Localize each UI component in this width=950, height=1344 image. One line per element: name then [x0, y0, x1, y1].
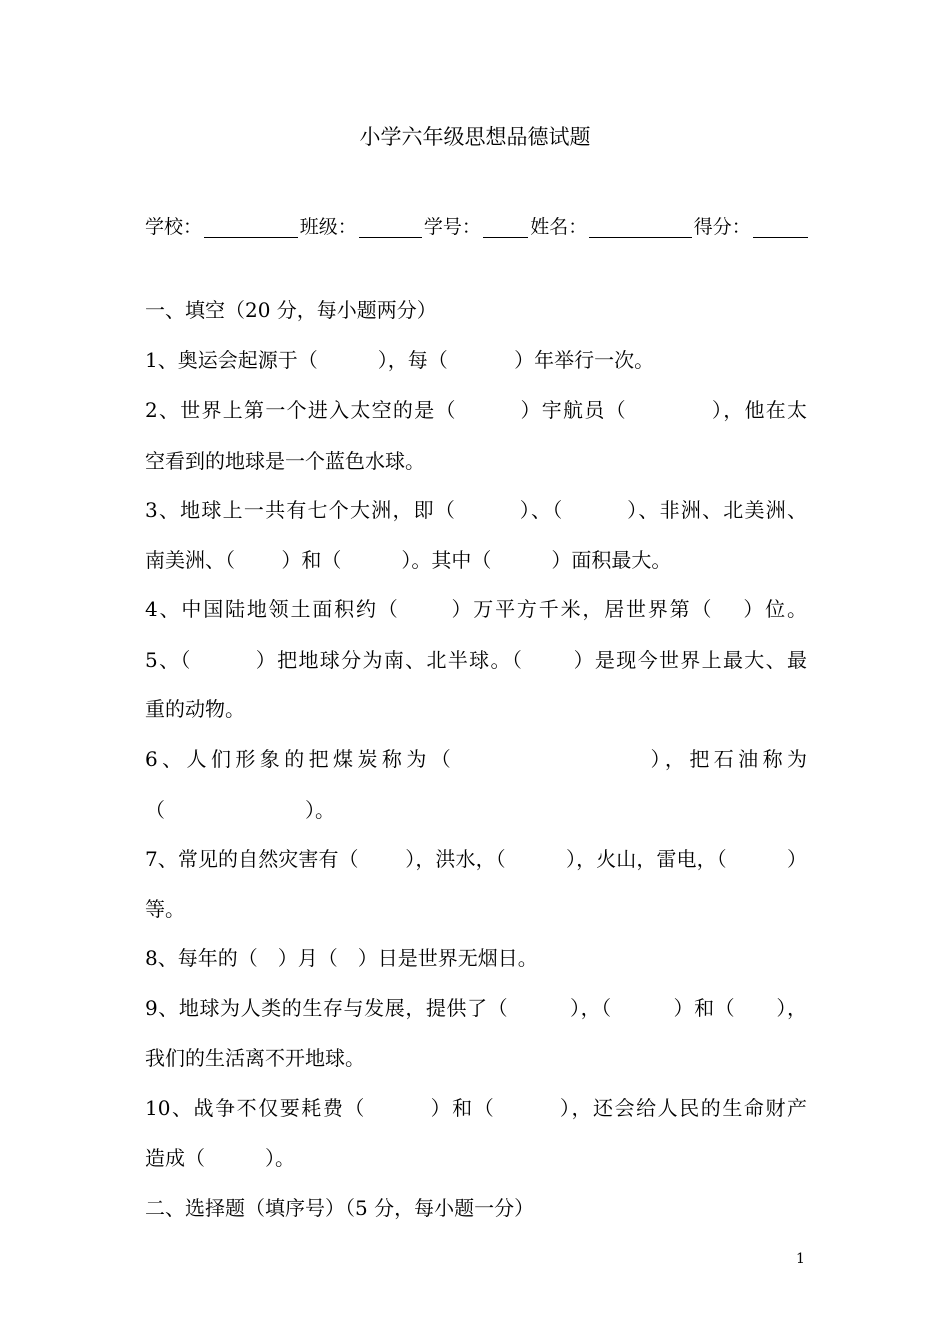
school-blank[interactable]	[204, 215, 298, 238]
name-blank[interactable]	[589, 215, 692, 238]
name-label: 姓名：	[530, 216, 588, 238]
section-2-heading: 二、选择题（填序号）（5 分，每小题一分）	[145, 1196, 535, 1220]
student-info-row	[145, 212, 810, 242]
question-7-line-2: 等。	[145, 897, 185, 921]
question-4: 4、中国陆地领土面积约（ ）万平方千米，居世界第（ ）位。	[145, 597, 807, 621]
question-9-line-2: 我们的生活离不开地球。	[145, 1046, 365, 1070]
question-7-line-1: 7、常见的自然灾害有（ ），洪水，（ ），火山，雷电，（ ）	[145, 847, 807, 871]
question-10-line-2: 造成（ ）。	[145, 1146, 295, 1170]
question-9-line-1: 9、地球为人类的生存与发展，提供了（ ），（ ）和（ ），	[145, 996, 807, 1020]
student-number-blank[interactable]	[483, 215, 528, 238]
exam-title: 小学六年级思想品德试题	[359, 125, 591, 149]
class-blank[interactable]	[359, 215, 422, 238]
score-blank[interactable]	[753, 215, 808, 238]
school-label: 学校：	[145, 216, 203, 238]
question-8: 8、每年的（ ）月（ ）日是世界无烟日。	[145, 946, 538, 970]
question-2-line-1: 2、世界上第一个进入太空的是（ ）宇航员（ ），他在太	[145, 398, 807, 422]
page-number: 1	[796, 1251, 805, 1267]
question-1: 1、奥运会起源于（ ），每（ ）年举行一次。	[145, 348, 655, 372]
question-5-line-2: 重的动物。	[145, 697, 245, 721]
question-5-line-1: 5、（ ）把地球分为南、北半球。（ ）是现今世界上最大、最	[145, 648, 807, 672]
question-6-line-1: 6、人们形象的把煤炭称为（ ），把石油称为	[145, 747, 807, 771]
class-label: 班级：	[299, 216, 357, 238]
question-3-line-2: 南美洲、（ ）和（ ）。其中（ ）面积最大。	[145, 548, 672, 572]
question-6-line-2: （ ）。	[145, 798, 335, 822]
question-3-line-1: 3、地球上一共有七个大洲，即（ ）、（ ）、非洲、北美洲、	[145, 498, 807, 522]
score-label: 得分：	[693, 216, 751, 238]
question-2-line-2: 空看到的地球是一个蓝色水球。	[145, 449, 425, 473]
section-1-heading: 一、填空（20 分，每小题两分）	[145, 298, 437, 322]
student-number-label: 学号：	[423, 216, 481, 238]
question-10-line-1: 10、战争不仅要耗费（ ）和（ ），还会给人民的生命财产	[145, 1096, 807, 1120]
